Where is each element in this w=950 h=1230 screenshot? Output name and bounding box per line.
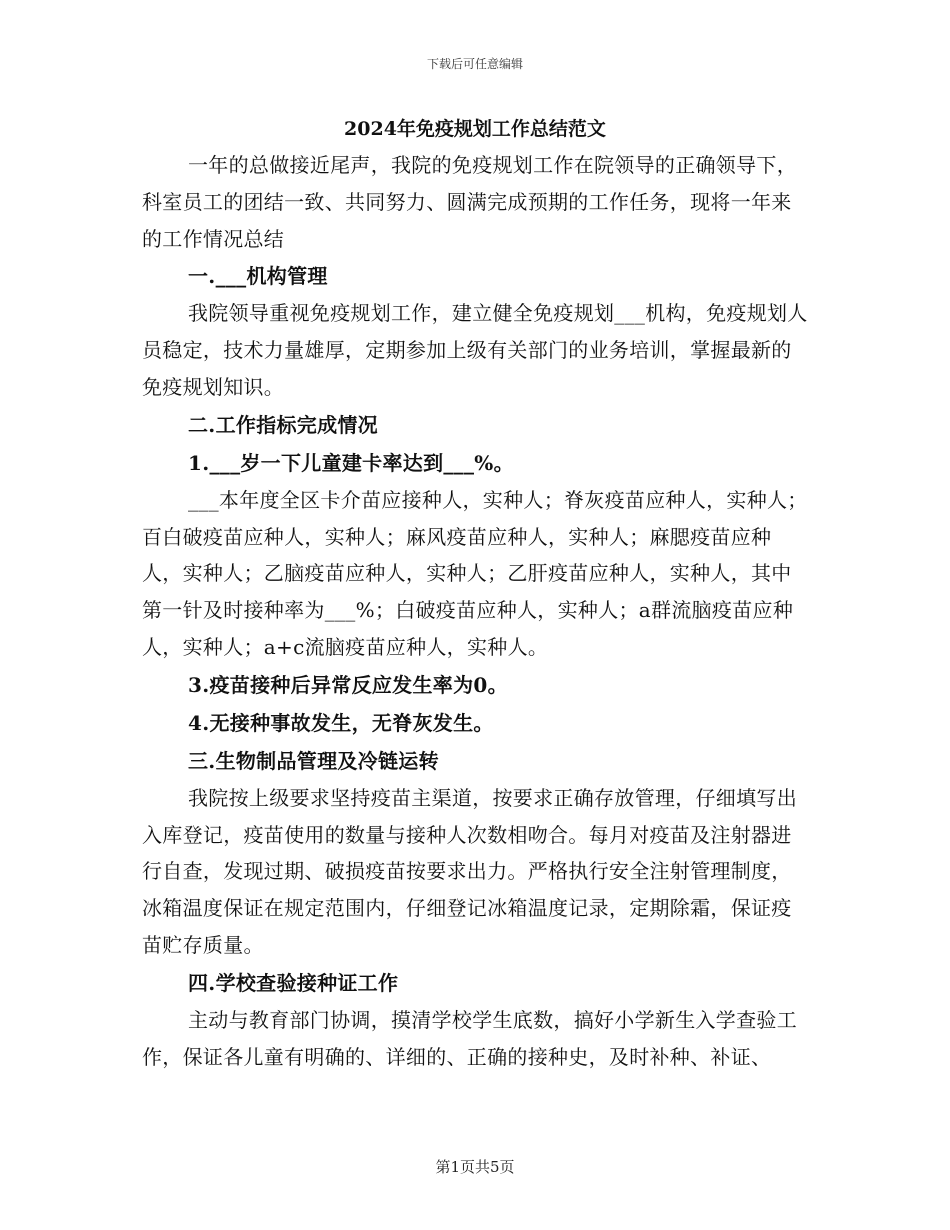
item-1-heading: 1.___岁一下儿童建卡率达到___%。: [188, 450, 514, 475]
item-4: 4.无接种事故发生，无脊灰发生。: [188, 710, 494, 735]
item-1-body: ___本年度全区卡介苗应接种人，实种人；脊灰疫苗应种人，实种人；百白破疫苗应种人，实种人；麻风疫苗应种人，实种人；麻腮疫苗应种人，实种人；乙脑疫苗应种人，实种人；乙肝疫苗应种人，实种人，其中第一针及时接种率为___%；白破疫苗应种人，实种人；a群流脑疫苗应种人，实种人；a+c流脑疫苗应种人，实种人。: [142, 487, 808, 659]
document-title: 2024年免疫规划工作总结范文: [344, 118, 606, 140]
section-4-body: 主动与教育部门协调，摸清学校学生底数，搞好小学新生入学查验工作，保证各儿童有明确的、详细的、正确的接种史，及时补种、补证、: [142, 1007, 797, 1069]
document-body: [142, 112, 808, 1075]
header-note: 下载后可任意编辑: [426, 57, 523, 71]
section-1-heading: 一.___机构管理: [188, 264, 328, 289]
section-1-body: 我院领导重视免疫规划工作，建立健全免疫规划___机构，免疫规划人员稳定，技术力量雄厚，定期参加上级有关部门的业务培训，掌握最新的免疫规划知识。: [142, 301, 808, 399]
section-4-heading: 四.学校查验接种证工作: [188, 970, 399, 995]
section-2-heading: 二.工作指标完成情况: [188, 412, 378, 437]
section-3-body: 我院按上级要求坚持疫苗主渠道，按要求正确存放管理，仔细填写出入库登记，疫苗使用的数量与接种人次数相吻合。每月对疫苗及注射器进行自查，发现过期、破损疫苗按要求出力。严格执行安全注射管理制度，冰箱温度保证在规定范围内，仔细登记冰箱温度记录，定期除霜，保证疫苗贮存质量。: [142, 785, 797, 957]
page-footer: 第1页共5页: [435, 1158, 515, 1176]
item-3: 3.疫苗接种后异常反应发生率为0。: [188, 672, 508, 697]
intro-paragraph: 一年的总做接近尾声，我院的免疫规划工作在院领导的正确领导下，科室员工的团结一致、共同努力、圆满完成预期的工作任务，现将一年来的工作情况总结: [142, 153, 797, 251]
section-3-heading: 三.生物制品管理及冷链运转: [188, 748, 439, 773]
